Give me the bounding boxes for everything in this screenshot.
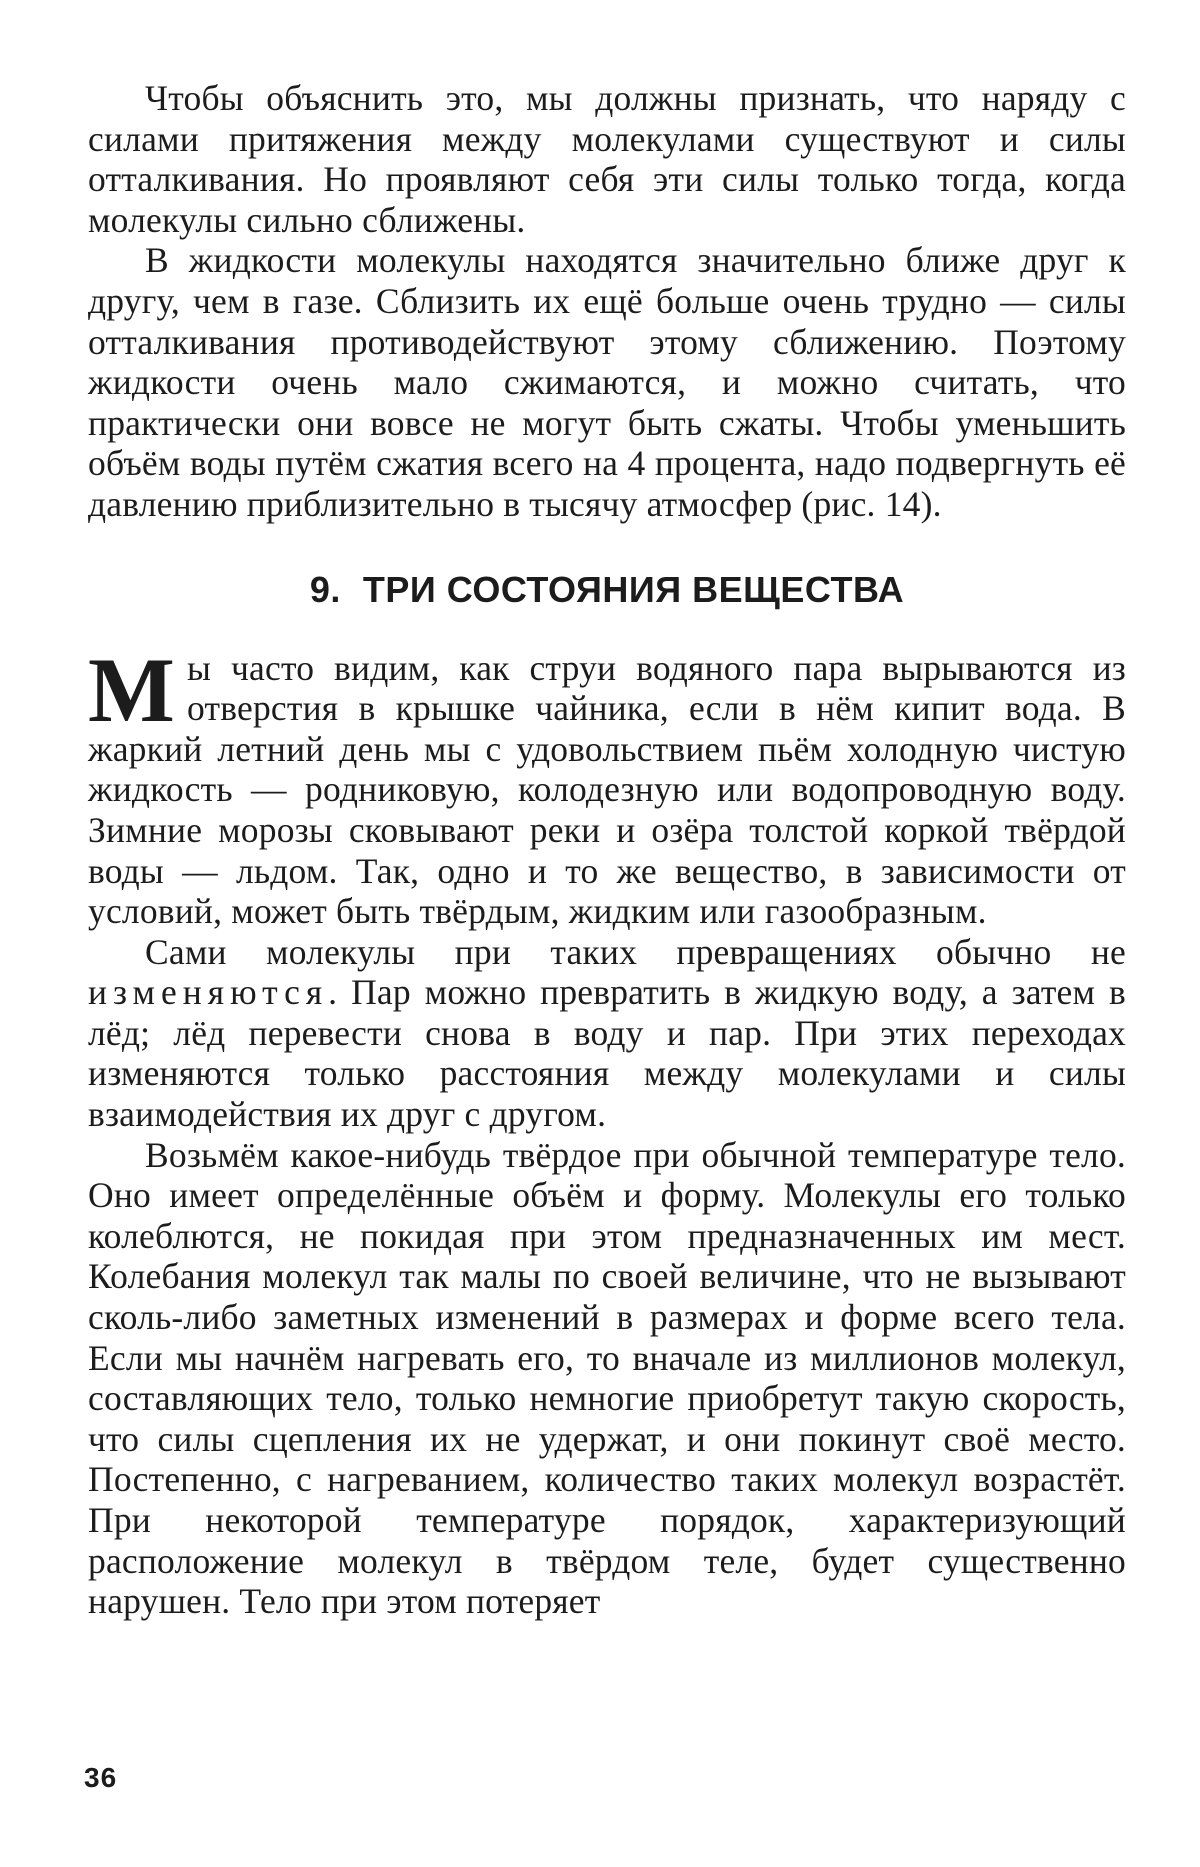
paragraph-states <box>88 638 1126 932</box>
paragraph-molecules-before: Сами молекулы при таких превращениях обычно не <box>145 931 1126 972</box>
section-title: ТРИ СОСТОЯНИЯ ВЕЩЕСТВА <box>362 568 905 610</box>
page-body <box>88 78 1126 1622</box>
paragraph-states-text: ы часто видим, как струи водяного пара вырываются из отверстия в крышке чайника, если в нём кипит вода. В жаркий летний день мы с удовольствием пьём холодную чистую жидкость — родниковую, колодезную или водопроводную воду. Зимние морозы сковывают реки и озёра толстой коркой твёрдой воды — льдом. Так, одно и то же вещество, в зависимости от условий, может быть твёрдым, жидким или газообразным. <box>88 647 1126 932</box>
paragraph-molecules-after: . Пар можно превратить в жидкую воду, а затем в лёд; лёд перевести снова в воду и пар. При этих переходах изменяются только расстояния между молекулами и силы взаимодействия их друг с другом. <box>88 972 1126 1135</box>
section-heading <box>88 568 1126 612</box>
paragraph-solid-body: Возьмём какое-нибудь твёрдое при обычной температуре тело. Оно имеет определённые объём и форму. Молекулы его только колеблются, не покидая при этом предназначенных им мест. Колебания молекул так малы по своей величине, что не вызывают сколь-либо заметных изменений в размерах и форме всего тела. Если мы начнём нагревать его, то вначале из миллионов молекул, составляющих тело, только немногие приобретут такую скорость, что силы сцепления их не удержат, и они покинут своё место. Постепенно, с нагреванием, количество таких молекул возрастёт. При некоторой температуре порядок, характеризующий расположение молекул в твёрдом теле, будет существенно нарушен. Тело при этом потеряет <box>88 1134 1126 1622</box>
paragraph-molecules <box>88 932 1126 1135</box>
emphasis-word: изменяются <box>88 972 329 1013</box>
page-number: 36 <box>84 1762 118 1793</box>
section-number: 9. <box>309 568 341 610</box>
paragraph-liquids: В жидкости молекулы находятся значительно ближе друг к другу, чем в газе. Сблизить их ещё больше очень трудно — силы отталкивания противодействуют этому сближению. Поэтому жидкости очень мало сжимаются, и можно считать, что практически они вовсе не могут быть сжаты. Чтобы уменьшить объём воды путём сжатия всего на 4 процента, надо подвергнуть её давлению приблизительно в тысячу атмосфер (рис. 14). <box>88 240 1126 524</box>
drop-cap: М <box>88 638 176 741</box>
paragraph-forces: Чтобы объяснить это, мы должны признать, что наряду с силами притяжения между молекулами существуют и силы отталкивания. Но проявляют себя эти силы только тогда, когда молекулы сильно сближены. <box>88 78 1126 240</box>
